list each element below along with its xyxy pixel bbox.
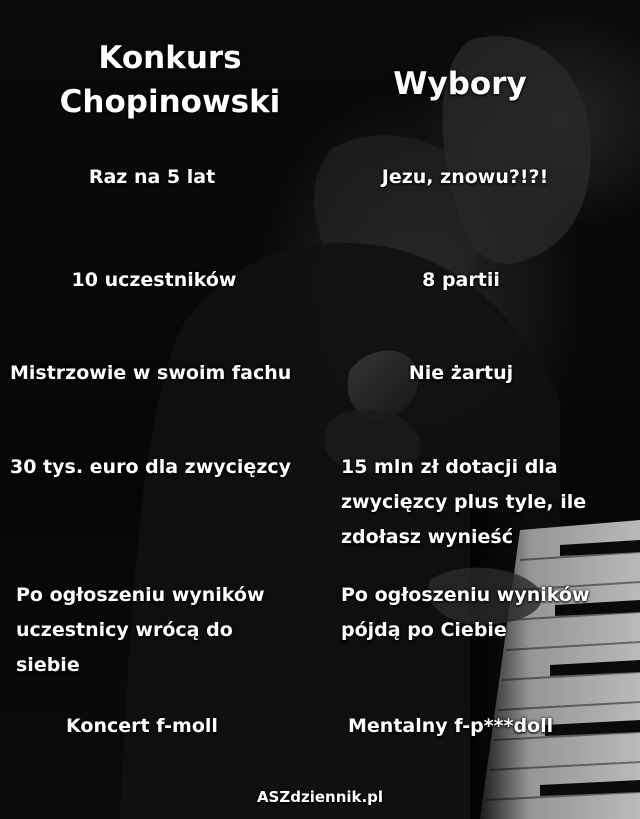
- row-2-right: 8 partii: [422, 269, 500, 291]
- row-3-left: Mistrzowie w swoim fachu: [10, 362, 292, 384]
- heading-right: Wybory: [393, 66, 527, 102]
- row-3-right: Nie żartuj: [408, 362, 514, 384]
- row-6-right: Mentalny f-p***doll: [348, 715, 554, 737]
- row-4-left: 30 tys. euro dla zwycięzcy: [10, 456, 292, 478]
- heading-left: Konkurs Chopinowski: [59, 40, 281, 120]
- row-2-left: 10 uczestników: [71, 269, 237, 291]
- row-5-left: Po ogłoszeniu wyników uczestnicy wrócą do siebie: [16, 584, 265, 676]
- row-4-right: 15 mln zł dotacji dla zwycięzcy plus tyle, ile zdołasz wynieść: [341, 456, 587, 548]
- row-1-right: Jezu, znowu?!?!: [381, 166, 549, 188]
- row-1-left: Raz na 5 lat: [88, 166, 216, 188]
- row-5-right: Po ogłoszeniu wyników pójdą po Ciebie: [341, 584, 590, 641]
- row-6-left: Koncert f-moll: [66, 715, 218, 737]
- source-credit: ASZdziennik.pl: [256, 788, 384, 806]
